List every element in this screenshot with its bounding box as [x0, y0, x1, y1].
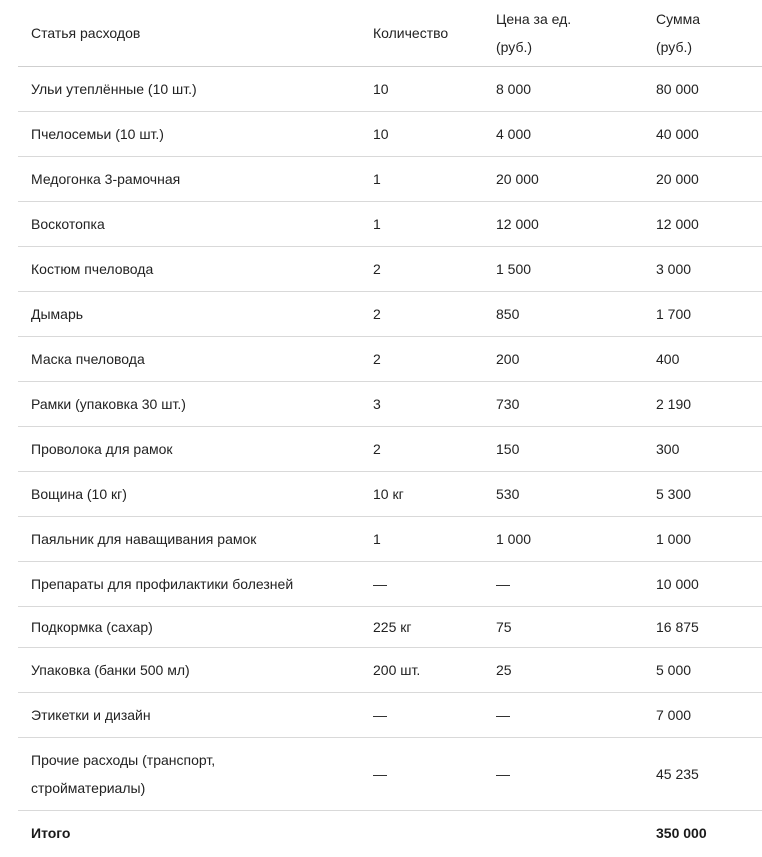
table-row	[18, 292, 762, 337]
cell-sum: 10 000	[643, 562, 762, 607]
table-row	[18, 693, 762, 738]
cell-item: Пчелосемьи (10 шт.)	[18, 112, 360, 157]
header-sum	[643, 0, 762, 67]
cell-sum: 12 000	[643, 202, 762, 247]
table-row	[18, 247, 762, 292]
cell-sum: 45 235	[643, 738, 762, 811]
cell-item: Паяльник для наващивания рамок	[18, 517, 360, 562]
cell-qty: 2	[360, 337, 483, 382]
cell-price: —	[483, 562, 643, 607]
header-sum-line1: Сумма	[656, 11, 700, 27]
cell-price: 730	[483, 382, 643, 427]
table-row	[18, 427, 762, 472]
cell-qty: 225 кг	[360, 607, 483, 648]
table-row	[18, 112, 762, 157]
table-row	[18, 562, 762, 607]
cell-price: 20 000	[483, 157, 643, 202]
cell-qty: 2	[360, 292, 483, 337]
cell-item: Этикетки и дизайн	[18, 693, 360, 738]
cell-sum: 20 000	[643, 157, 762, 202]
cell-price: —	[483, 738, 643, 811]
table-row	[18, 517, 762, 562]
cell-price: 4 000	[483, 112, 643, 157]
table-row	[18, 67, 762, 112]
table-row	[18, 648, 762, 693]
expenses-table	[18, 0, 762, 855]
cell-sum: 3 000	[643, 247, 762, 292]
cell-qty: 1	[360, 202, 483, 247]
table-row	[18, 607, 762, 648]
cell-item: Костюм пчеловода	[18, 247, 360, 292]
cell-qty: 200 шт.	[360, 648, 483, 693]
cell-qty: 10	[360, 112, 483, 157]
cell-qty: —	[360, 693, 483, 738]
cell-price: 25	[483, 648, 643, 693]
header-row	[18, 0, 762, 67]
table-row	[18, 157, 762, 202]
table-row	[18, 472, 762, 517]
header-price-line2: (руб.)	[496, 39, 533, 55]
total-qty-empty	[360, 811, 483, 856]
cell-qty: 2	[360, 427, 483, 472]
total-row	[18, 811, 762, 856]
cell-sum: 7 000	[643, 693, 762, 738]
cell-price: 1 000	[483, 517, 643, 562]
cell-item-line1: Прочие расходы (транспорт,	[31, 752, 216, 768]
header-item: Статья расходов	[18, 0, 360, 67]
header-price-line1: Цена за ед.	[496, 11, 572, 27]
cell-item: Маска пчеловода	[18, 337, 360, 382]
cell-item: Проволока для рамок	[18, 427, 360, 472]
cell-qty: 3	[360, 382, 483, 427]
cell-item	[18, 738, 360, 811]
table-row	[18, 337, 762, 382]
table-row	[18, 738, 762, 811]
header-qty: Количество	[360, 0, 483, 67]
cell-item: Упаковка (банки 500 мл)	[18, 648, 360, 693]
header-price	[483, 0, 643, 67]
table-row	[18, 382, 762, 427]
total-price-empty	[483, 811, 643, 856]
cell-price: 8 000	[483, 67, 643, 112]
cell-item: Препараты для профилактики болезней	[18, 562, 360, 607]
cell-item: Ульи утеплённые (10 шт.)	[18, 67, 360, 112]
table-row	[18, 202, 762, 247]
total-sum: 350 000	[656, 825, 707, 841]
cell-qty: 2	[360, 247, 483, 292]
cell-qty: 1	[360, 157, 483, 202]
total-label: Итого	[31, 825, 71, 841]
cell-item: Вощина (10 кг)	[18, 472, 360, 517]
cell-qty: 1	[360, 517, 483, 562]
cell-qty: —	[360, 562, 483, 607]
cell-price: 12 000	[483, 202, 643, 247]
cell-price: 200	[483, 337, 643, 382]
cell-qty: 10	[360, 67, 483, 112]
cell-sum: 1 700	[643, 292, 762, 337]
cell-item: Рамки (упаковка 30 шт.)	[18, 382, 360, 427]
cell-price: 530	[483, 472, 643, 517]
cell-price: —	[483, 693, 643, 738]
cell-item-line2: стройматериалы)	[31, 780, 146, 796]
cell-item: Медогонка 3-рамочная	[18, 157, 360, 202]
cell-sum: 80 000	[643, 67, 762, 112]
cell-item: Подкормка (сахар)	[18, 607, 360, 648]
cell-sum: 2 190	[643, 382, 762, 427]
cell-sum: 40 000	[643, 112, 762, 157]
cell-sum: 16 875	[643, 607, 762, 648]
cell-sum: 5 000	[643, 648, 762, 693]
cell-price: 850	[483, 292, 643, 337]
cell-qty: —	[360, 738, 483, 811]
cell-qty: 10 кг	[360, 472, 483, 517]
cell-sum: 300	[643, 427, 762, 472]
cell-sum: 1 000	[643, 517, 762, 562]
cell-sum: 5 300	[643, 472, 762, 517]
header-sum-line2: (руб.)	[656, 39, 693, 55]
cell-price: 150	[483, 427, 643, 472]
cell-item: Дымарь	[18, 292, 360, 337]
cell-price: 1 500	[483, 247, 643, 292]
cell-sum: 400	[643, 337, 762, 382]
cell-item: Воскотопка	[18, 202, 360, 247]
cell-price: 75	[483, 607, 643, 648]
